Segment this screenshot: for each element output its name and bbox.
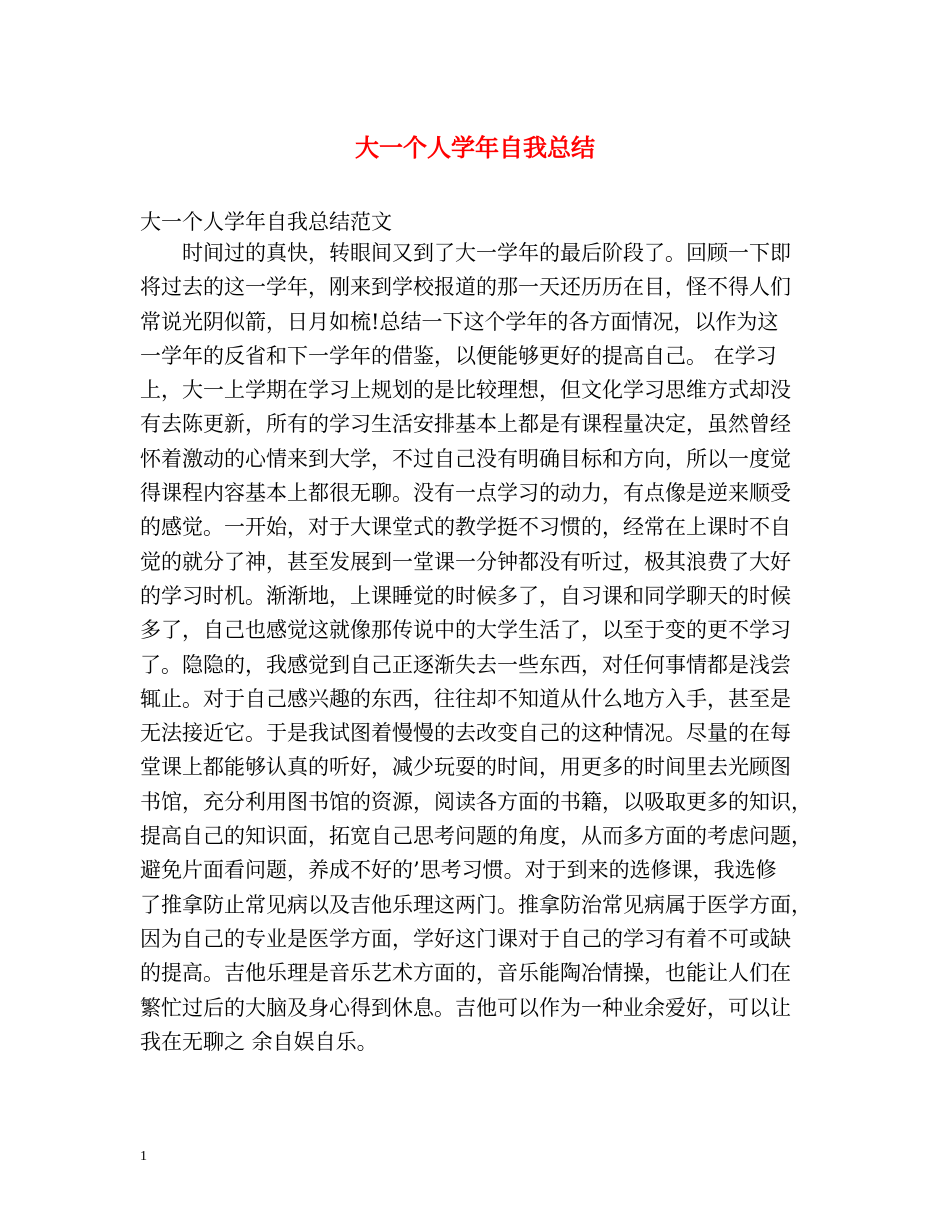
body-line: 时间过的真快，转眼间又到了大一学年的最后阶段了。回顾一下即: [182, 241, 791, 265]
body-line: 的感觉。一开始，对于大课堂式的教学挺不习惯的，经常在上课时不自: [140, 515, 791, 540]
body-line: 我在无聊之 余自娱自乐。: [140, 1029, 378, 1054]
body-line: 书馆，充分利用图书馆的资源，阅读各方面的书籍，以吸取更多的知识，: [140, 789, 812, 814]
document-subtitle: 大一个人学年自我总结范文: [140, 210, 392, 234]
body-line: 因为自己的专业是医学方面，学好这门课对于自己的学习有着不可或缺: [140, 926, 791, 951]
body-line: 无法接近它。于是我试图着慢慢的去改变自己的这种情况。尽量的在每: [140, 721, 791, 746]
body-line: 避免片面看问题，养成不好的’思考习惯。对于到来的选修课，我选修: [140, 858, 777, 883]
document-title: 大一个人学年自我总结: [355, 133, 595, 162]
body-text: [140, 236, 830, 1059]
body-line: 怀着激动的心情来到大学，不过自己没有明确目标和方向，所以一度觉: [140, 446, 791, 471]
body-line: 得课程内容基本上都很无聊。没有一点学习的动力，有点像是逆来顺受: [140, 481, 791, 506]
body-line: 一学年的反省和下一学年的借鉴，以便能够更好的提高自己。 在学习: [140, 343, 777, 368]
body-line: 觉的就分了神，甚至发展到一堂课一分钟都没有听过，极其浪费了大好: [140, 549, 791, 574]
body-line: 辄止。对于自己感兴趣的东西，往往却不知道从什么地方入手，甚至是: [140, 686, 791, 711]
body-line: 多了，自己也感觉这就像那传说中的大学生活了，以至于变的更不学习: [140, 618, 791, 643]
body-line: 了推拿防止常见病以及吉他乐理这两门。推拿防治常见病属于医学方面，: [140, 892, 812, 917]
body-line: 的学习时机。渐渐地，上课睡觉的时候多了，自习课和同学聊天的时候: [140, 583, 791, 608]
body-line: 将过去的这一学年，刚来到学校报道的那一天还历历在目，怪不得人们: [140, 275, 791, 300]
page-number: 1: [140, 1149, 147, 1164]
body-line: 上，大一上学期在学习上规划的是比较理想，但文化学习思维方式却没: [140, 378, 791, 403]
body-line: 了。隐隐的，我感觉到自己正逐渐失去一些东西，对任何事情都是浅尝: [140, 652, 791, 677]
body-line: 有去陈更新，所有的学习生活安排基本上都是有课程量决定，虽然曾经: [140, 412, 791, 437]
body-line: 堂课上都能够认真的听好，减少玩耍的时间，用更多的时间里去光顾图: [140, 755, 791, 780]
body-line: 提高自己的知识面，拓宽自己思考问题的角度，从而多方面的考虑问题，: [140, 824, 812, 849]
body-line: 常说光阴似箭，日月如梳!总结一下这个学年的各方面情况，以作为这: [140, 309, 779, 334]
body-line: 繁忙过后的大脑及身心得到休息。吉他可以作为一种业余爱好，可以让: [140, 995, 791, 1020]
body-line: 的提高。吉他乐理是音乐艺术方面的，音乐能陶冶情操，也能让人们在: [140, 961, 791, 986]
